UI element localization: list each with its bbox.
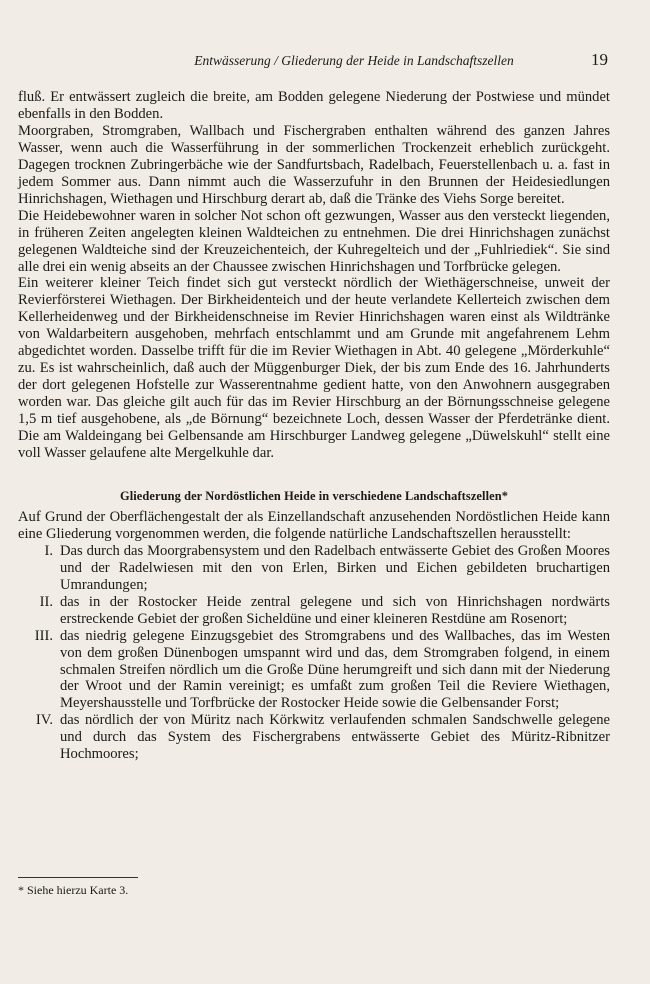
list-item-text: das niedrig gelegene Einzugsgebiet des Stromgrabens und des Wallbaches, das im Westen von dem großen Dünenbogen umspannt wird und das, dem Stromgraben folgend, in einem schmalen Streifen nördlich um die Große Düne herumgreift und sich dann mit der Niederung der Wroot und der Ramin vereinigt; es umfaßt zum großen Teil die Reviere Wiethagen, Meyershausstelle und Torfbrücke der Rostocker Heide sowie die Gelbensander Forst;	[60, 627, 610, 712]
list-item-text: das nördlich der von Müritz nach Körkwitz verlaufenden schmalen Sandschwelle gelegene und durch das System des Fischergrabens entwässerte Gebiet des Müritz-Ribnitzer Hochmoores;	[60, 712, 610, 763]
landscape-cell-list	[18, 543, 610, 763]
body-paragraph: Die Heidebewohner waren in solcher Not schon oft gezwungen, Wasser aus den versteckt liegenden, in früheren Zeiten angelegten kleinen Waldteichen zu entnehmen. Die drei Hinrichshagen zunächst gelegenen Waldteiche sind der Kreuzeichenteich, der Kuhregelteich und der „Fuhlriediek“. Sie sind alle drei ein wenig abseits an der Chaussee zwischen Hinrichshagen und Torfbrücke gelegen.	[18, 207, 610, 275]
list-item-number: IV.	[35, 712, 53, 729]
page-body	[18, 89, 610, 763]
body-paragraph: Ein weiterer kleiner Teich findet sich gut versteckt nördlich der Wiethägerschneise, unweit der Revierförsterei Wiethagen. Der Birkheidenteich und der heute verlandete Kellerteich zwischen dem Kellerheidenweg und der Birkheidenschneise im Revier Hinrichshagen waren einst als Wildtränke von Waldarbeitern ausgehoben, mehrfach entschlammt und am Grunde mit angefahrenem Lehm abgedichtet worden. Dasselbe trifft für die im Revier Wiethagen in Abt. 40 gelegene „Mörderkuhle“ zu. Es ist wahrscheinlich, daß auch der Müggenburger Diek, der bis zum Ende des 16. Jahrhunderts der dort gelegenen Hofstelle zur Wasserentnahme gedient hatte, von den Anwohnern ausgegraben worden war. Das gleiche gilt auch für das im Revier Hirschburg an der Börnungsschneise gelegene 1,5 m tief ausgehobene, als „de Börnung“ bezeichnete Loch, dessen Wasser der Pferdetränke dient. Die am Waldeingang bei Gelbensande am Hirschburger Landweg gelegene „Düwelskuhl“ stellt eine voll Wasser gelaufene alte Mergelkuhle dar.	[18, 275, 610, 462]
running-header	[100, 50, 608, 74]
list-item	[18, 594, 610, 628]
footnote: * Siehe hierzu Karte 3.	[18, 883, 129, 897]
list-item-number: I.	[44, 542, 53, 559]
body-paragraph: fluß. Er entwässert zugleich die breite, am Bodden gelegene Niederung der Postwiese und mündet ebenfalls in den Bodden.	[18, 89, 610, 122]
running-title: Entwässerung / Gliederung der Heide in Landschaftszellen	[194, 53, 514, 68]
list-item-text: Das durch das Moorgrabensystem und den Radelbach entwässerte Gebiet des Großen Moores und der Radelwiesen mit den von Erlen, Birken und Eichen gebildeten bruchartigen Umrandungen;	[60, 542, 610, 593]
list-item	[18, 543, 610, 594]
list-item-number: II.	[39, 593, 53, 610]
section-intro: Auf Grund der Oberflächengestalt der als Einzellandschaft anzusehenden Nordöstlichen Heide kann eine Gliederung vorgenommen werden, die folgende natürliche Landschaftszellen herausstellt:	[18, 508, 610, 542]
body-paragraph: Moorgraben, Stromgraben, Wallbach und Fischergraben enthalten während des ganzen Jahres Wasser, wenn auch die Wasserführung in der sommerlichen Trockenzeit erheblich zurückgeht. Dagegen trocknen Zubringerbäche wie der Sandfurtsbach, Radelbach, Feuerstellenbach u. a. fast in jedem Sommer aus. Dann nimmt auch die Wasserzufuhr in den Brunnen der Heidesiedlungen Hinrichshagen, Wiethagen und Hirschburg derart ab, daß die Tränke des Viehs Sorge bereitet.	[18, 122, 610, 207]
footnote-divider	[18, 877, 138, 878]
list-item-number: III.	[34, 627, 53, 644]
list-item	[18, 712, 610, 763]
section-heading: Gliederung der Nordöstlichen Heide in verschiedene Landschaftszellen*	[119, 488, 508, 503]
list-item-text: das in der Rostocker Heide zentral gelegene und sich von Hinrichshagen nordwärts erstreckende Gebiet der großen Sicheldüne und einer kleineren Restdüne am Rosenort;	[60, 593, 610, 627]
list-item	[18, 628, 610, 713]
page-number: 19	[591, 50, 608, 69]
